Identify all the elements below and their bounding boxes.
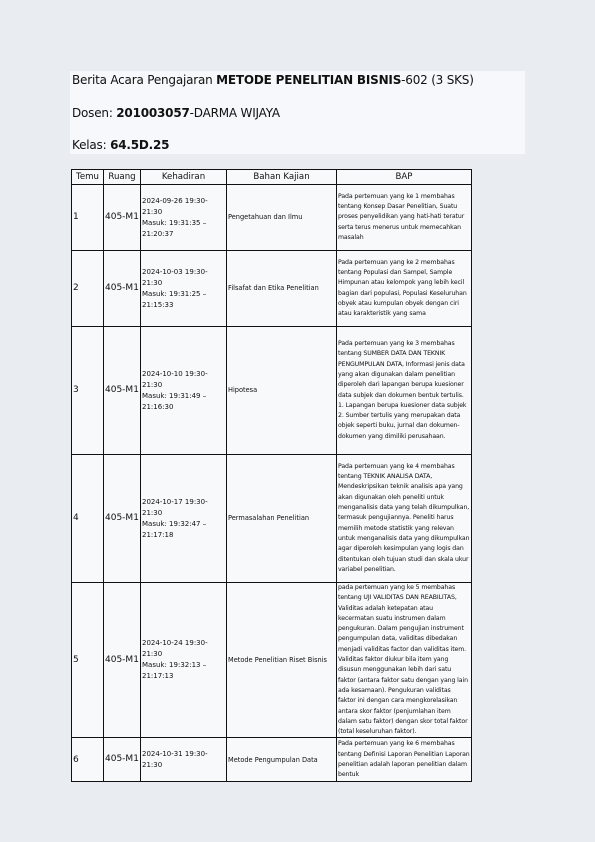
cell-temu: 6: [72, 738, 104, 782]
col-header-bap: BAP: [337, 170, 472, 185]
cell-kehadiran: [141, 583, 227, 738]
schedule-time: 2024-09-26 19:30-21:30: [142, 196, 208, 216]
cell-bap: Pada pertemuan yang ke 6 membahas tentang Definisi Laporan Penelitian Laporan penelitian adalah laporan penelitian dalam bentuk: [337, 738, 472, 782]
cell-ruang: 405-M1: [104, 185, 141, 251]
cell-kehadiran: [141, 455, 227, 583]
cell-bahan-kajian: Filsafat dan Etika Penelitian: [227, 251, 337, 327]
cell-bahan-kajian: Metode Penelitian Riset Bisnis: [227, 583, 337, 738]
title-prefix: Berita Acara Pengajaran: [72, 73, 217, 87]
cell-bahan-kajian: Hipotesa: [227, 327, 337, 455]
cell-temu: 2: [72, 251, 104, 327]
cell-ruang: 405-M1: [104, 455, 141, 583]
cell-ruang: 405-M1: [104, 327, 141, 455]
table-row: [72, 583, 472, 738]
col-header-kehadiran: Kehadiran: [141, 170, 227, 185]
table-row: [72, 185, 472, 251]
check-in-time: Masuk: 19:32:13 – 21:17:13: [142, 661, 207, 681]
cell-temu: 1: [72, 185, 104, 251]
table-row: [72, 455, 472, 583]
class-line: [72, 138, 169, 152]
table-header-row: [72, 170, 472, 185]
cell-kehadiran: [141, 185, 227, 251]
check-in-time: Masuk: 19:31:25 – 21:15:33: [142, 289, 207, 309]
cell-ruang: 405-M1: [104, 583, 141, 738]
cell-kehadiran: [141, 327, 227, 455]
lecturer-label: Dosen:: [72, 106, 117, 120]
check-in-time: Masuk: 19:32:47 – 21:17:18: [142, 519, 207, 539]
cell-ruang: 405-M1: [104, 738, 141, 782]
table-row: [72, 327, 472, 455]
cell-bahan-kajian: Pengetahuan dan Ilmu: [227, 185, 337, 251]
schedule-time: 2024-10-03 19:30-21:30: [142, 267, 208, 287]
cell-kehadiran: [141, 738, 227, 782]
cell-temu: 5: [72, 583, 104, 738]
course-name: METODE PENELITIAN BISNIS: [216, 73, 402, 87]
cell-kehadiran: [141, 251, 227, 327]
col-header-bahan-kajian: Bahan Kajian: [227, 170, 337, 185]
class-label: Kelas:: [72, 138, 111, 152]
check-in-time: Masuk: 19:31:49 – 21:16:30: [142, 391, 207, 411]
schedule-time: 2024-10-17 19:30-21:30: [142, 497, 208, 517]
cell-temu: 3: [72, 327, 104, 455]
cell-bap: Pada pertemuan yang ke 3 membahas tentang SUMBER DATA DAN TEKNIK PENGUMPULAN DATA, Informasi jenis data yang akan digunakan dalam penelitian diperoleh dari lapangan berupa kuesioner data subjek dan dokumen bentuk tertulis. 1. Lapangan berupa kuesioner data subjek 2. Sumber tertulis yang merupakan data objek seperti buku, jurnal dan dokumen-dokumen yang dimiliki perusahaan.: [337, 327, 472, 455]
table-row: [72, 251, 472, 327]
course-code: -602 (3 SKS): [401, 73, 474, 87]
lecturer-id: 201003057: [116, 106, 190, 120]
cell-bahan-kajian: Metode Pengumpulan Data: [227, 738, 337, 782]
schedule-time: 2024-10-31 19:30-21:30: [142, 749, 208, 769]
table-row: [72, 738, 472, 782]
cell-bap: Pada pertemuan yang ke 1 membahas tentang Konsep Dasar Penelitian, Suatu proses penyelidikan yang hati-hati teratur serta terus menerus untuk memecahkan masalah: [337, 185, 472, 251]
schedule-time: 2024-10-10 19:30-21:30: [142, 369, 208, 389]
schedule-time: 2024-10-24 19:30-21:30: [142, 639, 208, 659]
col-header-temu: Temu: [72, 170, 104, 185]
cell-bahan-kajian: Permasalahan Penelitian: [227, 455, 337, 583]
cell-temu: 4: [72, 455, 104, 583]
cell-ruang: 405-M1: [104, 251, 141, 327]
cell-bap: Pada pertemuan yang ke 2 membahas tentang Populasi dan Sampel, Sample Himpunan atau kelompok yang lebih kecil bagian dari populasi, Populasi Keseluruhan obyek atau kumpulan obyek dengan ciri atau karakteristik yang sama: [337, 251, 472, 327]
col-header-ruang: Ruang: [104, 170, 141, 185]
lecturer-line: [72, 106, 280, 120]
check-in-time: Masuk: 19:31:35 – 21:20:37: [142, 218, 207, 238]
report-title: [72, 73, 474, 87]
attendance-table: [71, 169, 472, 782]
lecturer-name: -DARMA WIJAYA: [189, 106, 280, 120]
class-value: 64.5D.25: [110, 138, 170, 152]
cell-bap: Pada pertemuan yang ke 4 membahas tentang TEKNIK ANALISA DATA, Mendeskripsikan teknik analisis apa yang akan digunakan oleh peneliti untuk menganalisis data yang telah dikumpulkan, termasuk pengujiannya. Peneliti harus memilih metode statistik yang relevan untuk menganalisis data yang dikumpulkan agar diperoleh kesimpulan yang logis dan ditentukan oleh tujuan studi dan skala ukur variabel penelitian.: [337, 455, 472, 583]
cell-bap: pada pertemuan yang ke 5 membahas tentang UJI VALIDITAS DAN REABILITAS, Validitas adalah ketepatan atau kecermatan suatu instrumen dalam pengukuran. Dalam pengujian instrument pengumpulan data, validitas dibedakan menjadi validitas factor dan validitas item. Validitas faktor diukur bila item yang disusun menggunakan lebih dari satu faktor (antara faktor satu dengan yang lain ada kesamaan). Pengukuran validitas faktor ini dengan cara mengkorelasikan antara skor faktor (penjumlahan item dalam satu faktor) dengan skor total faktor (total keseluruhan faktor).: [337, 583, 472, 738]
